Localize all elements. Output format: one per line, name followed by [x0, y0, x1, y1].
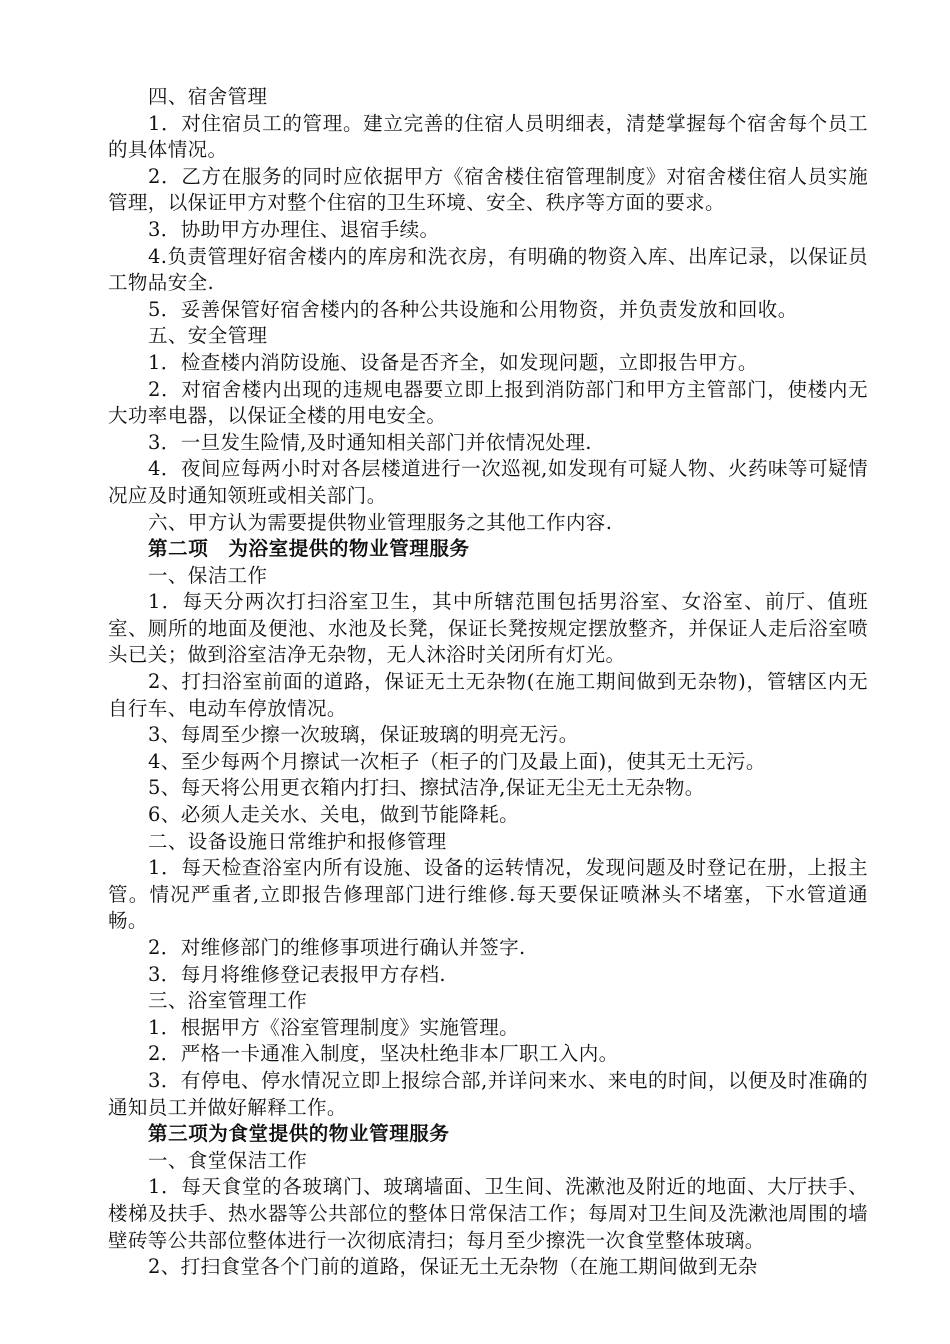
paragraph: 3．一旦发生险情,及时通知相关部门并依情况处理.	[148, 430, 592, 454]
paragraph: 3．协助甲方办理住、退宿手续。	[148, 217, 440, 241]
paragraph: 2．对维修部门的维修事项进行确认并签字.	[148, 936, 526, 959]
paragraph: 1．每天食堂的各玻璃门、玻璃墙面、卫生间、洗漱池及附近的地面、大厅扶手、楼梯及扶手、热水器等公共部位的整体日常保洁工作；每周对卫生间及洗漱池周围的墙壁砖等公共部位整体进行一次彻底清扫；每月至少擦洗一次食堂整体玻璃。	[108, 1175, 868, 1252]
section-heading-cleaning: 一、保洁工作	[148, 563, 268, 587]
paragraph: 3．每月将维修登记表报甲方存档.	[148, 962, 447, 986]
paragraph: 2．对宿舍楼内出现的违规电器要立即上报到消防部门和甲方主管部门，使楼内无大功率电器，以保证全楼的用电安全。	[108, 377, 868, 428]
paragraph: 6、必须人走关水、关电，做到节能降耗。	[148, 803, 520, 827]
section-heading-maintenance: 二、设备设施日常维护和报修管理	[148, 829, 447, 853]
paragraph: 1．检查楼内消防设施、设备是否齐全，如发现问题，立即报告甲方。	[148, 350, 758, 374]
paragraph: 1．根据甲方《浴室管理制度》实施管理。	[148, 1015, 520, 1039]
paragraph: 5．妥善保管好宿舍楼内的各种公共设施和公用物资，并负责发放和回收。	[148, 297, 798, 321]
item-heading-bathroom: 第二项 为浴室提供的物业管理服务	[148, 537, 470, 561]
paragraph: 2．严格一卡通准入制度，坚决杜绝非本厂职工入内。	[148, 1042, 619, 1066]
document-page	[108, 84, 868, 1281]
paragraph: 3、每周至少擦一次玻璃，保证玻璃的明亮无污。	[148, 723, 579, 747]
paragraph: 4．夜间应每两小时对各层楼道进行一次巡视,如发现有可疑人物、火药味等可疑情况应及时通知领班或相关部门。	[108, 457, 868, 507]
section-heading-canteen-cleaning: 一、食堂保洁工作	[148, 1148, 308, 1172]
section-heading-other: 六、甲方认为需要提供物业管理服务之其他工作内容.	[148, 510, 613, 534]
paragraph: 2、打扫浴室前面的道路，保证无土无杂物(在施工期间做到无杂物)，管辖区内无自行车、电动车停放情况。	[108, 670, 868, 720]
paragraph: 1．对住宿员工的管理。建立完善的住宿人员明细表，清楚掌握每个宿舍每个员工的具体情况。	[108, 111, 868, 162]
paragraph: 2、打扫食堂各个门前的道路，保证无土无杂物（在施工期间做到无杂	[148, 1255, 758, 1279]
section-heading-safety: 五、安全管理	[148, 324, 268, 348]
paragraph: 5、每天将公用更衣箱内打扫、擦拭洁净,保证无尘无土无杂物。	[148, 776, 705, 800]
paragraph: 3．有停电、停水情况立即上报综合部,并详问来水、来电的时间，以便及时准确的通知员工并做好解释工作。	[108, 1068, 868, 1119]
section-heading-bathroom-management: 三、浴室管理工作	[148, 989, 308, 1013]
section-heading-dormitory: 四、宿舍管理	[148, 85, 268, 108]
paragraph: 2．乙方在服务的同时应依据甲方《宿舍楼住宿管理制度》对宿舍楼住宿人员实施管理，以保证甲方对整个住宿的卫生环境、安全、秩序等方面的要求。	[108, 164, 868, 215]
paragraph: 4.负责管理好宿舍楼内的库房和洗衣房，有明确的物资入库、出库记录，以保证员工物品安全.	[108, 244, 868, 295]
paragraph: 4、至少每两个月擦试一次柜子（柜子的门及最上面)，使其无土无污。	[148, 749, 766, 773]
paragraph: 1．每天分两次打扫浴室卫生，其中所辖范围包括男浴室、女浴室、前厅、值班室、厕所的地面及便池、水池及长凳，保证长凳按规定摆放整齐，并保证人走后浴室喷头已关；做到浴室洁净无杂物，无人沐浴时关闭所有灯光。	[108, 590, 868, 667]
item-heading-canteen: 第三项为食堂提供的物业管理服务	[148, 1122, 450, 1146]
paragraph: 1．每天检查浴室内所有设施、设备的运转情况，发现问题及时登记在册，上报主管。情况严重者,立即报告修理部门进行维修.每天要保证喷淋头不堵塞，下水管道通畅。	[108, 856, 868, 933]
